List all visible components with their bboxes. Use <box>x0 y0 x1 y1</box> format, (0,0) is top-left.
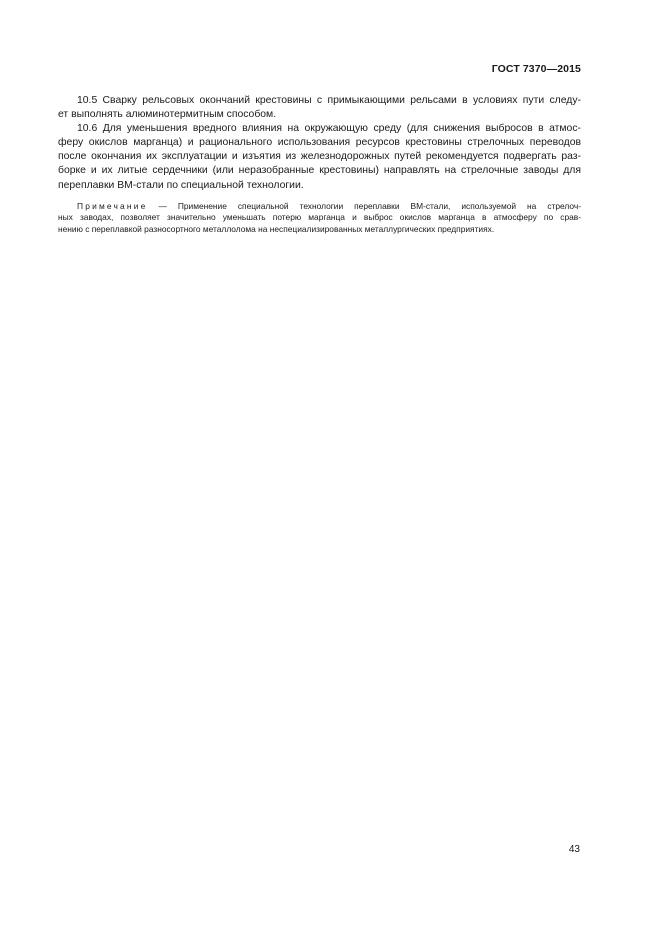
note-line: нению с переплавкой разносортного металлолома на неспециализированных металлургических предприятиях. <box>58 223 495 234</box>
note-text: — Применение специальной технологии переплавки ВМ-стали, используемой на стрелоч- <box>147 200 581 211</box>
paragraph-line: борке и их литые сердечники (или неразобранные крестовины) направлять на стрелочные заводы для <box>58 165 581 177</box>
paragraph-line: после окончания их эксплуатации и изъятия из железнодорожных путей рекомендуется подвергать раз- <box>58 151 581 163</box>
paragraph-line: феру окислов марганца) и рационального использования ресурсов крестовины стрелочных переводов <box>58 137 581 149</box>
document-body <box>58 94 581 235</box>
note-label: Примечание <box>77 200 148 211</box>
note-first-line <box>77 201 581 213</box>
standard-designation: ГОСТ 7370—2015 <box>491 63 581 75</box>
paragraph-line: 10.6 Для уменьшения вредного влияния на окружающую среду (для снижения выбросов в атмос- <box>77 123 581 135</box>
paragraph-10-6 <box>58 122 581 192</box>
note-block <box>58 200 581 236</box>
paragraph-line: переплавки ВМ-стали по специальной технологии. <box>58 179 304 191</box>
paragraph-line: 10.5 Сварку рельсовых окончаний крестовины с примыкающими рельсами в условиях пути следу- <box>77 95 581 106</box>
note-line: ных заводах, позволяет значительно уменьшать потерю марганца и выброс окислов марганца в атмосферу по срав- <box>58 212 581 223</box>
paragraph-line: ет выполнять алюминотермитным способом. <box>58 109 277 121</box>
paragraph-10-5 <box>58 94 581 122</box>
page-number: 43 <box>568 844 580 855</box>
